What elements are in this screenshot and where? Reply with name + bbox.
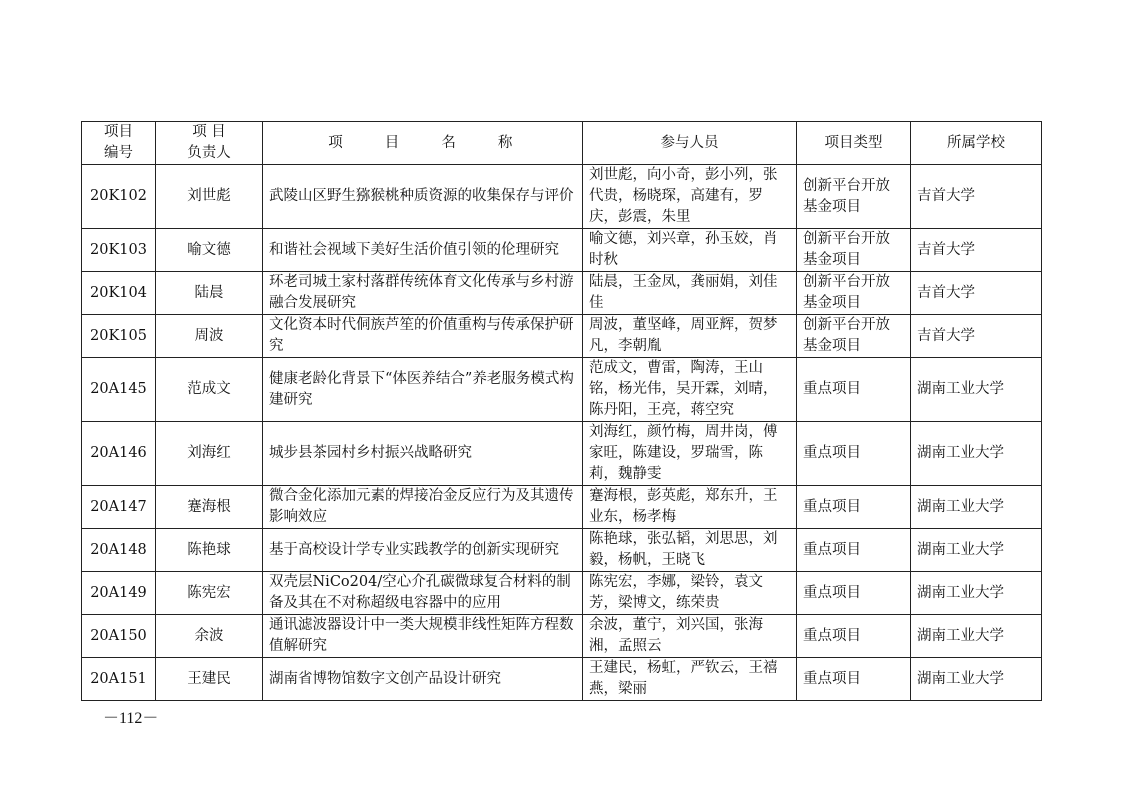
project-id-cell: 20A146	[82, 422, 156, 486]
leader-cell: 蹇海根	[156, 486, 263, 529]
project-type-cell: 重点项目	[797, 615, 911, 658]
members-cell: 王建民，杨虹，严钦云，王禧燕，梁丽	[583, 658, 797, 701]
school-cell: 湖南工业大学	[911, 422, 1042, 486]
project-type-cell: 创新平台开放基金项目	[797, 315, 911, 358]
leader-cell: 刘世彪	[156, 165, 263, 229]
project-type-cell: 创新平台开放基金项目	[797, 272, 911, 315]
table-row	[82, 165, 1042, 229]
members-cell: 陈艳球，张弘韬，刘思思，刘毅，杨帆，王晓飞	[583, 529, 797, 572]
school-cell: 湖南工业大学	[911, 615, 1042, 658]
project-id-cell: 20A150	[82, 615, 156, 658]
project-name-cell: 湖南省博物馆数字文创产品设计研究	[263, 658, 583, 701]
project-name-cell: 文化资本时代侗族芦笙的价值重构与传承保护研究	[263, 315, 583, 358]
table-header-row	[82, 122, 1042, 165]
header-leader: 项 目 负责人	[156, 122, 263, 165]
leader-cell: 余波	[156, 615, 263, 658]
school-cell: 湖南工业大学	[911, 529, 1042, 572]
school-cell: 湖南工业大学	[911, 486, 1042, 529]
project-name-cell: 双壳层NiCo204/空心介孔碳微球复合材料的制备及其在不对称超级电容器中的应用	[263, 572, 583, 615]
project-id-cell: 20A151	[82, 658, 156, 701]
header-members: 参与人员	[583, 122, 797, 165]
project-table	[81, 121, 1042, 701]
project-type-cell: 创新平台开放基金项目	[797, 165, 911, 229]
project-id-cell: 20A148	[82, 529, 156, 572]
school-cell: 湖南工业大学	[911, 572, 1042, 615]
leader-cell: 陈艳球	[156, 529, 263, 572]
header-project-name: 项 目 名 称	[263, 122, 583, 165]
table-row	[82, 529, 1042, 572]
table-row	[82, 486, 1042, 529]
school-cell: 吉首大学	[911, 315, 1042, 358]
page-number: －112－	[103, 710, 159, 727]
header-project-type: 项目类型	[797, 122, 911, 165]
project-name-cell: 基于高校设计学专业实践教学的创新实现研究	[263, 529, 583, 572]
members-cell: 周波，董坚峰，周亚辉，贺梦凡，李朝胤	[583, 315, 797, 358]
members-cell: 喻文德，刘兴章，孙玉姣，肖时秋	[583, 229, 797, 272]
project-type-cell: 重点项目	[797, 658, 911, 701]
project-id-cell: 20K105	[82, 315, 156, 358]
school-cell: 湖南工业大学	[911, 658, 1042, 701]
project-id-cell: 20A147	[82, 486, 156, 529]
school-cell: 吉首大学	[911, 229, 1042, 272]
leader-cell: 陈宪宏	[156, 572, 263, 615]
members-cell: 刘世彪，向小奇，彭小列，张代贵，杨晓琛，高建有，罗庆，彭震，朱里	[583, 165, 797, 229]
header-project-id: 项目 编号	[82, 122, 156, 165]
project-type-cell: 重点项目	[797, 486, 911, 529]
project-id-cell: 20K103	[82, 229, 156, 272]
leader-cell: 范成文	[156, 358, 263, 422]
leader-cell: 刘海红	[156, 422, 263, 486]
table-row	[82, 658, 1042, 701]
members-cell: 余波，董宁，刘兴国，张海湘，孟照云	[583, 615, 797, 658]
leader-cell: 喻文德	[156, 229, 263, 272]
project-id-cell: 20K104	[82, 272, 156, 315]
table-row	[82, 358, 1042, 422]
table-row	[82, 229, 1042, 272]
members-cell: 刘海红，颜竹梅，周井岗，傅家旺，陈建设，罗瑞雪，陈莉，魏静雯	[583, 422, 797, 486]
table-row	[82, 572, 1042, 615]
leader-cell: 周波	[156, 315, 263, 358]
project-type-cell: 重点项目	[797, 358, 911, 422]
project-id-cell: 20A145	[82, 358, 156, 422]
leader-cell: 王建民	[156, 658, 263, 701]
members-cell: 陆晨，王金凤，龚丽娟，刘佳佳	[583, 272, 797, 315]
school-cell: 吉首大学	[911, 272, 1042, 315]
members-cell: 陈宪宏，李娜，梁铃，袁文芳，梁博文，练荣贵	[583, 572, 797, 615]
members-cell: 范成文，曹雷，陶涛，王山铭，杨光伟，吴开霖，刘晴，陈丹阳，王亮，蒋空究	[583, 358, 797, 422]
table-row	[82, 272, 1042, 315]
project-name-cell: 和谐社会视域下美好生活价值引领的伦理研究	[263, 229, 583, 272]
school-cell: 湖南工业大学	[911, 358, 1042, 422]
project-name-cell: 通讯滤波器设计中一类大规模非线性矩阵方程数值解研究	[263, 615, 583, 658]
table-row	[82, 315, 1042, 358]
project-type-cell: 创新平台开放基金项目	[797, 229, 911, 272]
table-row	[82, 422, 1042, 486]
project-name-cell: 微合金化添加元素的焊接冶金反应行为及其遗传影响效应	[263, 486, 583, 529]
project-name-cell: 健康老龄化背景下“体医养结合”养老服务模式构建研究	[263, 358, 583, 422]
school-cell: 吉首大学	[911, 165, 1042, 229]
project-type-cell: 重点项目	[797, 572, 911, 615]
project-type-cell: 重点项目	[797, 422, 911, 486]
members-cell: 蹇海根，彭英彪，郑东升，王业东，杨孝梅	[583, 486, 797, 529]
project-name-cell: 武陵山区野生猕猴桃种质资源的收集保存与评价	[263, 165, 583, 229]
table-body	[82, 165, 1042, 701]
project-type-cell: 重点项目	[797, 529, 911, 572]
project-name-cell: 环老司城土家村落群传统体育文化传承与乡村游融合发展研究	[263, 272, 583, 315]
project-name-cell: 城步县茶园村乡村振兴战略研究	[263, 422, 583, 486]
project-id-cell: 20K102	[82, 165, 156, 229]
leader-cell: 陆晨	[156, 272, 263, 315]
header-school: 所属学校	[911, 122, 1042, 165]
project-id-cell: 20A149	[82, 572, 156, 615]
table-row	[82, 615, 1042, 658]
